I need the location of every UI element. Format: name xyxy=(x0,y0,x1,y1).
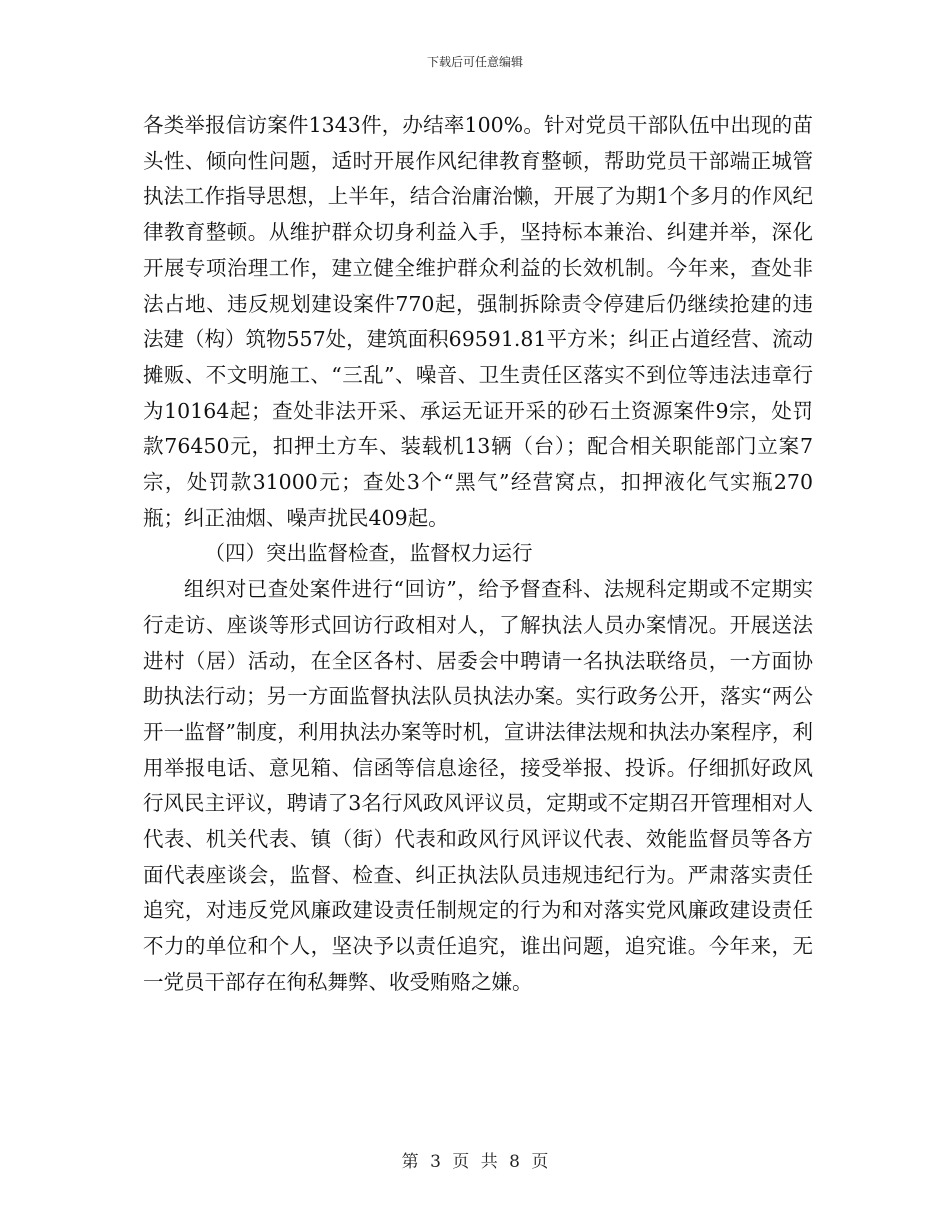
document-body xyxy=(143,108,813,1001)
paragraph-2: 组织对已查处案件进行“回访”，给予督查科、法规科定期或不定期实行走访、座谈等形式回访行政相对人，了解执法人员办案情况。开展送法进村（居）活动，在全区各村、居委会中聘请一名执法联络员，一方面协助执法行动；另一方面监督执法队员执法办案。实行政务公开，落实“两公开一监督”制度，利用执法办案等时机，宣讲法律法规和执法办案程序，利用举报电话、意见箱、信函等信息途径，接受举报、投诉。仔细抓好政风行风民主评议，聘请了3名行风政风评议员，定期或不定期召开管理相对人代表、机关代表、镇（街）代表和政风行风评议代表、效能监督员等各方面代表座谈会，监督、检查、纠正执法队员违规违纪行为。严肃落实责任追究，对违反党风廉政建设责任制规定的行为和对落实党风廉政建设责任不力的单位和个人，坚决予以责任追究，谁出问题，追究谁。今年来，无一党员干部存在徇私舞弊、收受贿赂之嫌。 xyxy=(143,577,813,994)
page-number: 第 3 页 共 8 页 xyxy=(401,1152,549,1172)
header-note: 下载后可任意编辑 xyxy=(426,55,523,69)
section-heading: （四）突出监督检查，监督权力运行 xyxy=(204,541,533,566)
paragraph-1: 各类举报信访案件1343件，办结率100%。针对党员干部队伍中出现的苗头性、倾向性问题，适时开展作风纪律教育整顿，帮助党员干部端正城管执法工作指导思想，上半年，结合治庸治懒，开展了为期1个多月的作风纪律教育整顿。从维护群众切身利益入手，坚持标本兼治、纠建并举，深化开展专项治理工作，建立健全维护群众利益的长效机制。今年来，查处非法占地、违反规划建设案件770起，强制拆除责令停建后仍继续抢建的违法建（构）筑物557处，建筑面积69591.81平方米；纠正占道经营、流动摊贩、不文明施工、“三乱”、噪音、卫生责任区落实不到位等违法违章行为10164起；查处非法开采、承运无证开采的砂石土资源案件9宗，处罚款76450元，扣押土方车、装载机13辆（台）；配合相关职能部门立案7宗，处罚款31000元；查处3个“黑气”经营窝点，扣押液化气实瓶270瓶；纠正油烟、噪声扰民409起。 xyxy=(143,113,813,530)
